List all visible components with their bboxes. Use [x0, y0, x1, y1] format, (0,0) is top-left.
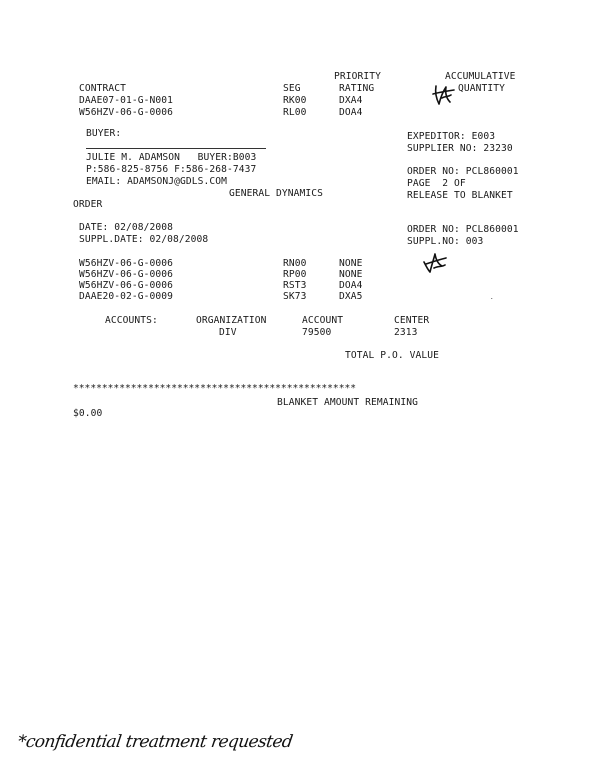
priority-header: PRIORITY [334, 71, 382, 82]
contract-1: DAAE07-01-G-N001 [79, 95, 174, 106]
amount-value: $0.00 [73, 408, 103, 419]
segment-2: W56HZV-06-G-0006 [79, 269, 174, 280]
organization-value: DIV [219, 327, 237, 338]
center-value: 2313 [394, 327, 418, 338]
suppl-date: SUPPL.DATE: 02/08/2008 [79, 234, 209, 245]
buyer-phone: P:586-825-8756 F:586-268-7437 [86, 164, 257, 175]
accumulative-header: ACCUMULATIVE [445, 71, 516, 82]
contract-1-rating: DXA4 [339, 95, 363, 106]
suppl-no: SUPPL.NO: 003 [407, 236, 484, 247]
supplier-no: SUPPLIER NO: 23230 [407, 143, 513, 154]
total-po-value-label: TOTAL P.O. VALUE [345, 350, 440, 361]
company-name: GENERAL DYNAMICS [229, 188, 324, 199]
page-number: PAGE 2 OF [407, 178, 466, 189]
date: DATE: 02/08/2008 [79, 222, 174, 233]
contract-1-seg: RK00 [283, 95, 307, 106]
segment-3-seg: RST3 [283, 280, 307, 291]
segment-2-rating: NONE [339, 269, 363, 280]
handwritten-confidential-note: *confidential treatment requested [16, 732, 294, 752]
contract-2: W56HZV-06-G-0006 [79, 107, 174, 118]
organization-header: ORGANIZATION [196, 315, 267, 326]
accounts-label: ACCOUNTS: [105, 315, 158, 326]
contract-2-rating: DOA4 [339, 107, 363, 118]
buyer-email: EMAIL: ADAMSONJ@GDLS.COM [86, 176, 228, 187]
buyer-name: JULIE M. ADAMSON BUYER:B003 [86, 152, 257, 163]
segment-4-rating: DXA5 [339, 291, 363, 302]
account-header: ACCOUNT [302, 315, 344, 326]
order-no-2: ORDER NO: PCL860001 [407, 224, 519, 235]
buyer-label: BUYER: [86, 128, 122, 139]
order-no-1: ORDER NO: PCL860001 [407, 166, 519, 177]
account-value: 79500 [302, 327, 332, 338]
asterisk-separator: ************************************************* [73, 383, 357, 394]
quantity-header: QUANTITY [458, 83, 506, 94]
order-label: ORDER [73, 199, 103, 210]
expeditor: EXPEDITOR: E003 [407, 131, 496, 142]
seg-header: SEG [283, 83, 301, 94]
segment-1-rating: NONE [339, 258, 363, 269]
buyer-underline [86, 148, 266, 149]
release-to-blanket: RELEASE TO BLANKET [407, 190, 513, 201]
rating-header: RATING [339, 83, 375, 94]
segment-1-seg: RN00 [283, 258, 307, 269]
center-header: CENTER [394, 315, 430, 326]
contract-header: CONTRACT [79, 83, 127, 94]
handwritten-mark [420, 248, 450, 276]
blanket-amount-remaining-label: BLANKET AMOUNT REMAINING [277, 397, 419, 408]
segment-3: W56HZV-06-G-0006 [79, 280, 174, 291]
segment-4: DAAE20-02-G-0009 [79, 291, 174, 302]
stray-dot: . [490, 294, 494, 301]
segment-4-seg: SK73 [283, 291, 307, 302]
contract-2-seg: RL00 [283, 107, 307, 118]
handwritten-initials-mark [430, 82, 458, 110]
segment-2-seg: RP00 [283, 269, 307, 280]
segment-1: W56HZV-06-G-0006 [79, 258, 174, 269]
segment-3-rating: DOA4 [339, 280, 363, 291]
